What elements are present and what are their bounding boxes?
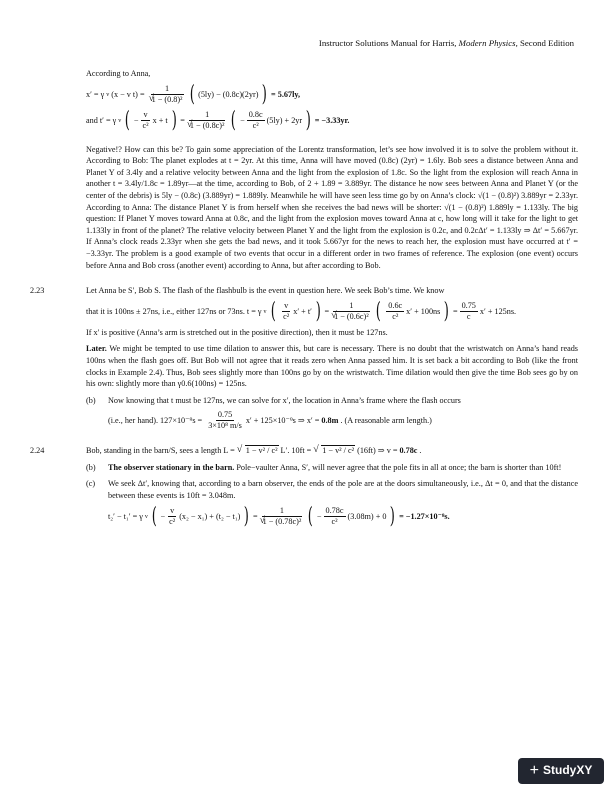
- problem-number: 2.24: [30, 446, 45, 456]
- running-header: Instructor Solutions Manual for Harris, Modern Physics, Second Edition: [318, 38, 574, 48]
- equation-x-prime: x′ = γ v (x − v t) = 1 √ 1 − (0.8)² ( (5ly) − (0.8c)(2yr) ) = 5.67ly,: [86, 84, 578, 106]
- equation-t-bob: that it is 100ns ± 27ns, i.e., either 127ns or 73ns. t = γ v ( $\frac{v}{\text{c²}}$ x′ + t′ ) = 1 √ 1 − (0.6c)² ( $\frac{0.6c}{\text{c²}}$ x′ + 100ns ) = $\frac{0.75}{c}$ x′ + 125ns.: [86, 301, 578, 323]
- plus-icon: +: [529, 762, 539, 780]
- problem-2-24: 2.24 Bob, standing in the barn/S, sees a length L = √ 1 − v² / c² L′. 10ft = √ 1 − v² / c² (16ft) ⇒ v = 0.78c . (b) The observer stationary in the barn. Pole−vaulter Anna, S′, will never agree that the pole fits in all at once; the barn is shorter than 10ft! (c) We seek Δt′, knowing that, according to a barn observer, the ends of the pole are at the doors simultaneously, i.e., Δt = 0, and that the distance between these events is 10ft = 3.048m. t₂′ − t₁′ = γ v ( − $\frac{v}{\text{c²}}$ (x₂ − x₁) + (t₂ − t₁) ) = 1 √ 1 − (0.78c)² ( − $\frac{0.78c}{\text{c²}}$ (3.08m) + 0 ) = −1.27×10⁻⁸s.: [86, 445, 578, 527]
- part-c: (c) We seek Δt′, knowing that, according to a barn observer, the ends of the pole are at the doors simultaneously, i.e., Δt = 0, and that the distance between these events is 10ft = 3.048m. t₂′ − t₁′ = γ v ( − $\frac{v}{\text{c²}}$ (x₂ − x₁) + (t₂ − t₁) ) = 1 √ 1 − (0.78c)² ( − $\frac{0.78c}{\text{c²}}$ (3.08m) + 0 ) = −1.27×10⁻⁸s.: [86, 478, 578, 527]
- equation-t-prime: and t′ = γ v ( − $\frac{v}{\text{c²}}$ x + t ) = 1 √ 1 − (0.8c)² ( − $\frac{0.8c}{\text{c²}}$ (5ly) + 2yr ) = −3.33yr.: [86, 110, 578, 132]
- part-b: (b) The observer stationary in the barn. Pole−vaulter Anna, S′, will never agree that the pole fits in all at once; the barn is shorter than 10ft!: [86, 462, 562, 472]
- page-content: [30, 68, 578, 532]
- part-b: (b) Now knowing that t must be 127ns, we can solve for x′, the location in Anna’s frame where the flash occurs (i.e., her hand). 127×10⁻⁹s = $\frac{0.75}{\text{3×10⁸ m/s}}$ x′ + 125×10⁻⁹s ⇒ x′ = 0.8m . (A reasonable arm length.): [86, 395, 461, 431]
- anna-intro: According to Anna,: [86, 69, 151, 78]
- problem-number: 2.23: [30, 286, 45, 296]
- later-paragraph: Later. We might be tempted to use time dilation to answer this, but care is necessary. There is no doubt that the wristwatch on Anna’s hand reads 100ns when the flash goes off. But Bob will not agree that it reads zero when Anna passed him. It is set back a bit according to Bob (like the front clocks in Example 2.4). Thus, Bob sees slightly more than 100ns go by on the wristwatch. Time dilation would then give the time Bob sees go by on his own: slightly more than γ0.6(100ns) = 125ns.: [86, 344, 578, 389]
- paragraph-negative: Negative!? How can this be? To gain some appreciation of the Lorentz transformation, let’s see how involved it is to solve the problem without it. According to Bob: The planet explodes at t = 2yr. At this time, Anna will have moved (0.8c) (2yr) = 1.6ly. Bob sees a distance between Anna and Planet Y of 3.4ly and a relative velocity between Anna and the light from the explosion of 1.8c. So the light from the explosion will reach Anna in another t = 3.4ly/1.8c = 1.89yr—at the time, according to Bob, of 2 + 1.89 = 3.889yr. The distance he now sees between Anna and Planet Y (or the center of the debris) is 5ly − (0.8c) (3.889yr) = 1.889ly. Meanwhile he will have seen less time go by on Anna’s clock: √(1 − (0.8)²) 3.889yr = 2.33yr. According to Anna: The distance Planet Y is from herself when she receives the bad news will be shorter: √(1 − (0.8)²) 1.889ly = 1.133ly. The big question: If Planet Y moves toward Anna at 0.8c, and the light from the explosion moves toward Anna at c, how long will it take for the light to get 1.133ly in front of the planet? The relative velocity between Planet Y and the light from the explosion is 0.2c, and 0.2cΔt′ = 1.133ly ⇒ Δt′ = 5.667yr. If Anna’s clock reads 2.33yr when she gets the bad news, and it took 5.667yr for the news to reach her, the explosion must have occurred at t′ = −3.33yr. The problem is a good example of two events that occur in a different order in two frames of reference. The explosion (one event) occurs before Anna and Bob cross (another event) according to Anna, but after according to Bob.: [86, 144, 578, 270]
- studyxy-logo[interactable]: + StudyXY: [518, 758, 604, 784]
- problem-2-23: 2.23 Let Anna be S′, Bob S. The flash of the flashbulb is the event in question here. We seek Bob’s time. We know that it is 100ns ± 27ns, i.e., either 127ns or 73ns. t = γ v ( $\frac{v}{\text{c²}}$ x′ + t′ ) = 1 √ 1 − (0.6c)² ( $\frac{0.6c}{\text{c²}}$ x′ + 100ns ) = $\frac{0.75}{c}$ x′ + 125ns. If x′ is positive (Anna’s arm is stretched out in the positive direction), then it must be 127ns. Later. We might be tempted to use time dilation to answer this, but care is necessary. There is no doubt that the wristwatch on Anna’s hand reads 100ns when the flash goes off. But Bob will not agree that it reads zero when Anna passed him. It is set back a bit according to Bob (like the front clocks in Example 2.4). Thus, Bob sees slightly more than 100ns go by on the wristwatch. Time dilation would then give the time Bob sees go by on his own: slightly more than γ0.6(100ns) = 125ns. (b) Now knowing that t must be 127ns, we can solve for x′, the location in Anna’s frame where the flash occurs (i.e., her hand). 127×10⁻⁹s = $\frac{0.75}{\text{3×10⁸ m/s}}$ x′ + 125×10⁻⁹s ⇒ x′ = 0.8m . (A reasonable arm length.): [86, 285, 578, 431]
